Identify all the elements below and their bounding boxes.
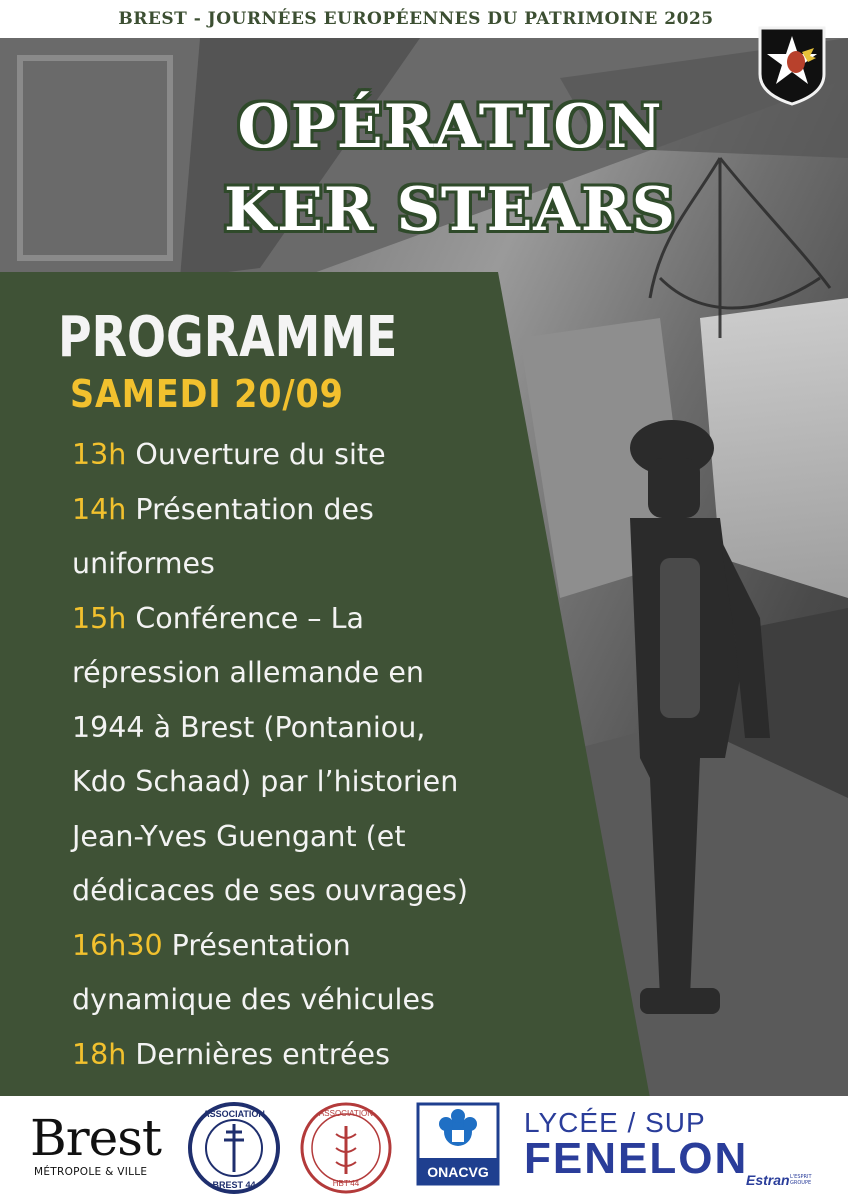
- event-banner: [0, 0, 848, 38]
- partner-logos: [0, 1096, 848, 1200]
- schedule-text: Conférence – La: [126, 601, 364, 635]
- brest44-top: ASSOCIATION: [203, 1109, 265, 1119]
- schedule-text: Ouverture du site: [126, 438, 386, 471]
- association-brest44-logo: [186, 1100, 282, 1196]
- event-line: BREST - JOURNÉES EUROPÉENNES DU PATRIMOINE 2025: [118, 9, 714, 29]
- schedule-text: Dernières entrées: [126, 1037, 390, 1071]
- schedule-text-cont: 1944 à Brest (Pontaniou,: [72, 710, 426, 744]
- schedule-item: [72, 919, 542, 974]
- schedule-text-cont: dynamique des véhicules: [72, 983, 435, 1016]
- title-line-2: KER STEARS: [223, 175, 677, 245]
- association-medical-logo: [298, 1100, 394, 1196]
- fenelon-main: FENELON: [524, 1134, 749, 1183]
- schedule-text: Présentation: [162, 928, 351, 962]
- brest-logo-sub: MÉTROPOLE & VILLE: [34, 1166, 148, 1178]
- schedule-time: 15h: [72, 601, 127, 635]
- fenelon-top: LYCÉE / SUP: [524, 1107, 706, 1138]
- schedule-item: [72, 592, 542, 647]
- fenelon-estran: Estran: [746, 1172, 790, 1188]
- schedule-text-cont: Jean-Yves Guengant (et: [72, 819, 406, 853]
- onacvg-logo: [416, 1102, 500, 1186]
- brest-logo: [30, 1110, 180, 1190]
- schedule-time: 14h: [72, 492, 127, 526]
- schedule-item: [72, 483, 542, 538]
- schedule-text-cont: uniformes: [72, 547, 215, 580]
- brest-logo-main: Brest: [30, 1109, 161, 1167]
- brest44-bottom: BREST 44: [212, 1180, 256, 1190]
- programme-heading: PROGRAMME: [58, 305, 398, 370]
- schedule-item: [72, 428, 542, 483]
- schedule-text-cont: répression allemande en: [72, 656, 424, 689]
- schedule-text: Présentation des: [126, 492, 374, 526]
- schedule-time: 18h: [72, 1037, 127, 1071]
- onac-text: ONACVG: [427, 1164, 489, 1180]
- fenelon-tag: L'ESPRIT GROUPE: [790, 1174, 812, 1186]
- schedule-text-cont: dédicaces de ses ouvrages): [72, 874, 468, 907]
- schedule-list: [72, 428, 542, 1082]
- programme-date: SAMEDI 20/09: [70, 372, 344, 416]
- medical-top: ASSOCIATION: [318, 1109, 374, 1118]
- schedule-text-cont: Kdo Schaad) par l’historien: [72, 765, 459, 798]
- medical-bottom: HBT'44: [332, 1179, 360, 1188]
- schedule-time: 16h30: [72, 928, 163, 962]
- fenelon-logo: [524, 1108, 824, 1196]
- schedule-item: [72, 1028, 542, 1083]
- schedule-time: 13h: [72, 438, 127, 471]
- title-line-1: OPÉRATION: [237, 92, 663, 162]
